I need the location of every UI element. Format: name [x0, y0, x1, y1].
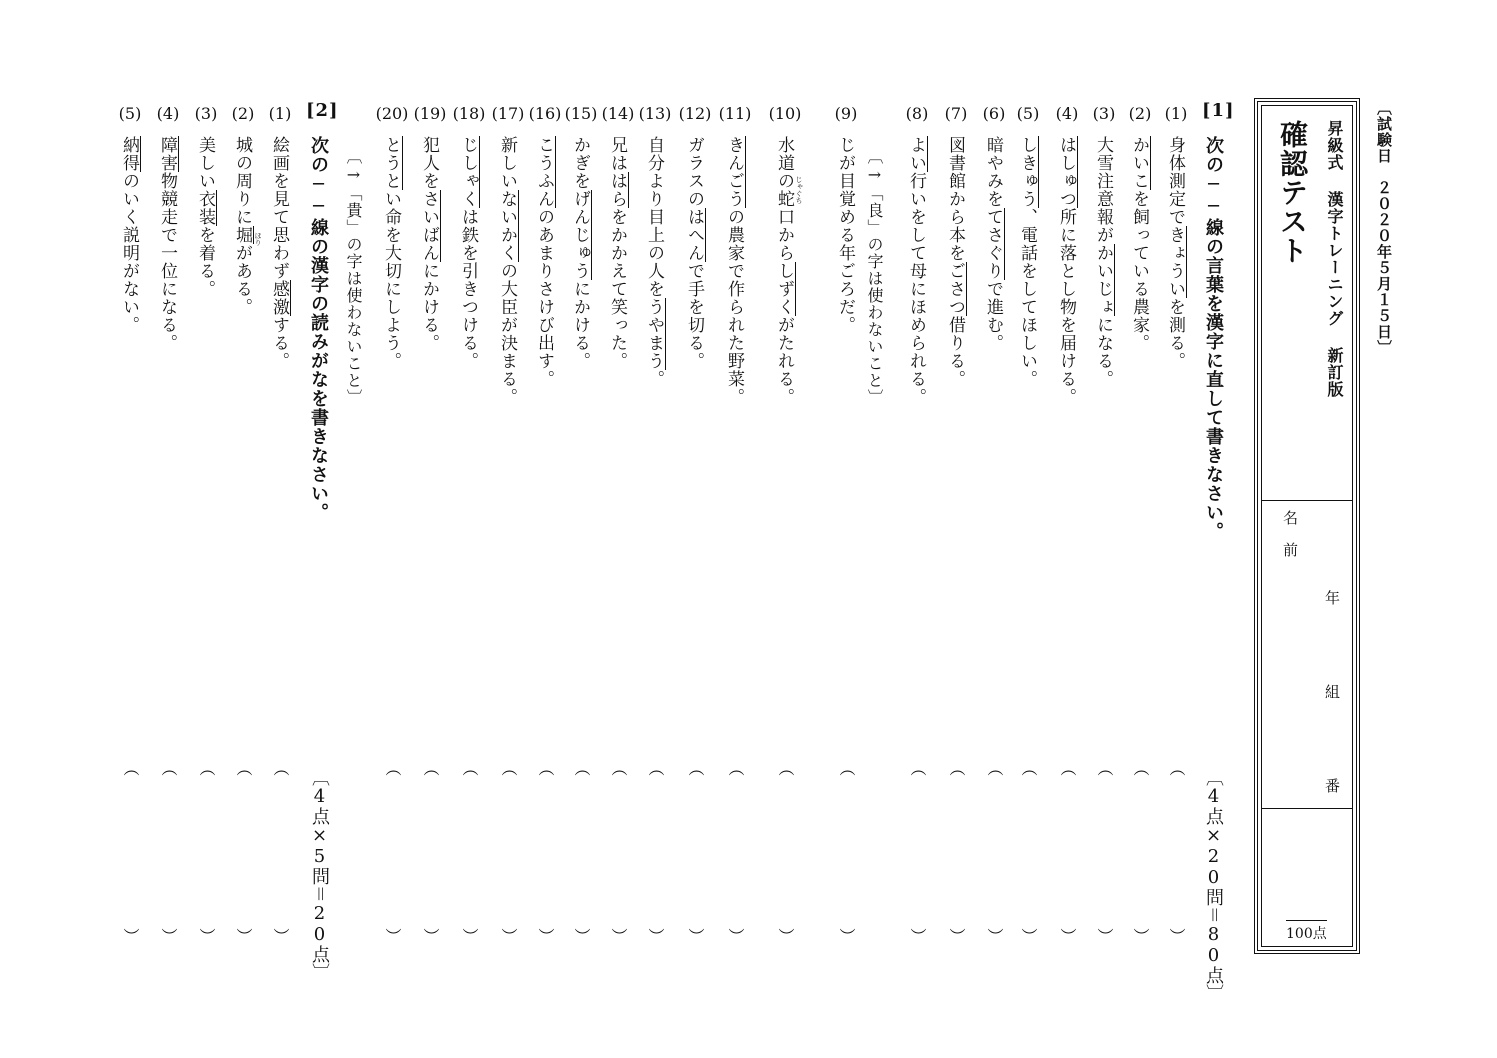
answer-box-close: ） — [536, 928, 555, 944]
s2-item-number: (1) — [268, 104, 292, 123]
s1-question-text — [459, 136, 476, 370]
answer-box-open[interactable]: （ — [234, 760, 253, 776]
s2-question-text — [158, 136, 175, 352]
question-post-text: がたれる。 — [774, 316, 794, 406]
s2-item-number: (3) — [194, 104, 218, 123]
s1-item-number: (4) — [1055, 104, 1079, 123]
s1-question-text — [382, 136, 399, 370]
s1-question-text — [1018, 136, 1035, 388]
underlined-target: きんごう — [724, 136, 744, 208]
answer-box-close: ） — [686, 928, 705, 944]
question-post-text: い命を大切にしよう。 — [381, 190, 401, 370]
question-pre-text: 城の周りに — [232, 136, 252, 226]
question-post-text: にかける。 — [570, 280, 590, 370]
s1-item-number: (8) — [905, 104, 929, 123]
underlined-target: 衣装 — [195, 190, 215, 226]
series-title: 昇級式 漢字トレーニング 新訂版 — [1325, 120, 1344, 398]
underlined-target: はへん — [684, 208, 704, 262]
s1-item-number: (3) — [1092, 104, 1116, 123]
s1-question-text — [1166, 136, 1183, 370]
answer-box-open[interactable]: （ — [1058, 760, 1077, 776]
answer-box-close: ） — [1095, 928, 1114, 944]
question-pre-text: 大雪注意報が — [1093, 136, 1113, 244]
question-pre-text: 新しい — [497, 136, 517, 190]
question-post-text: で手を切る。 — [684, 262, 704, 370]
answer-box-close: ） — [421, 928, 440, 944]
ruby-hori: ほり — [254, 232, 262, 246]
underlined-target: きょうい — [1165, 226, 1185, 298]
underlined-target: てさぐり — [983, 208, 1003, 280]
s2-item-number: (4) — [156, 104, 180, 123]
answer-box-open[interactable]: （ — [159, 760, 178, 776]
underlined-target: 感激 — [269, 280, 289, 316]
s1-item-number: (17) — [491, 104, 525, 123]
number-label: 番 — [1323, 778, 1341, 794]
underlined-target: かいじょ — [1093, 244, 1113, 316]
s1-question-text — [1057, 136, 1074, 406]
s1-item-number: (7) — [944, 104, 968, 123]
answer-box-open[interactable]: （ — [1131, 760, 1150, 776]
answer-box-close: ） — [776, 928, 795, 944]
question-post-text: をかかえて笑った。 — [607, 208, 627, 370]
question-pre-text: 兄は — [607, 136, 627, 172]
note-item20: 〔→「貴」の字は使わないこと〕 — [344, 148, 363, 406]
question-post-text: を測る。 — [1165, 298, 1185, 370]
answer-box-close: ） — [609, 928, 628, 944]
answer-box-close: ） — [1019, 928, 1038, 944]
question-pre-text: 自分より目上の人を — [644, 136, 664, 298]
year-label: 年 — [1323, 590, 1341, 606]
question-pre-text: 図書館から本を — [945, 136, 965, 262]
answer-box-close: ） — [159, 928, 178, 944]
question-post-text: 目覚める年ごろだ。 — [835, 172, 855, 334]
s1-question-text — [775, 136, 792, 406]
underlined-target: しずく — [774, 262, 794, 316]
question-pre-text: 身体測定で — [1165, 136, 1185, 226]
ruby-jaguchi: じゃぐち — [795, 176, 803, 204]
underlined-target: はら — [607, 172, 627, 208]
section2-badge: [2] — [306, 100, 339, 121]
answer-box-open[interactable]: （ — [908, 760, 927, 776]
question-post-text: のいく説明がない。 — [119, 172, 139, 334]
underlined-target: うやまう — [644, 298, 664, 370]
answer-box-close: ） — [908, 928, 927, 944]
note-item8: 〔→「良」の字は使わないこと〕 — [865, 148, 884, 406]
section1-points: 〔4点×20問＝80点〕 — [1203, 768, 1224, 1002]
s1-question-text — [1094, 136, 1111, 388]
answer-box-close: ） — [383, 928, 402, 944]
section2-instruction: 次の──線の漢字の読みがなを書きなさい。 — [308, 136, 329, 522]
underlined-target: ないかく — [497, 190, 517, 262]
question-post-text: を着る。 — [195, 226, 215, 298]
s1-item-number: (2) — [1128, 104, 1152, 123]
question-pre-text: 暗やみを — [983, 136, 1003, 208]
s2-item-number: (5) — [118, 104, 142, 123]
s1-item-number: (14) — [601, 104, 635, 123]
question-post-text: にかける。 — [419, 262, 439, 352]
s1-question-text — [984, 136, 1001, 352]
header-box — [1254, 98, 1360, 954]
answer-box-close: ） — [1058, 928, 1077, 944]
question-pre-text: 水道の蛇口から — [774, 136, 794, 262]
s1-item-number: (20) — [375, 104, 409, 123]
answer-box-open[interactable]: （ — [271, 760, 290, 776]
answer-box-close: ） — [572, 928, 591, 944]
s1-item-number: (11) — [718, 104, 752, 123]
total-score: 100点 — [1286, 920, 1327, 943]
question-post-text: がある。 — [232, 244, 252, 316]
question-pre-text: ガラスの — [684, 136, 704, 208]
s1-question-text — [907, 136, 924, 406]
s1-question-text — [571, 136, 588, 370]
underlined-target: げんじゅう — [570, 190, 590, 280]
answer-box-close: ） — [234, 928, 253, 944]
answer-box-open[interactable]: （ — [460, 760, 479, 776]
answer-box-open[interactable]: （ — [421, 760, 440, 776]
section1-instruction: 次の──線の言葉を漢字に直して書きなさい。 — [1203, 136, 1224, 541]
answer-box-close: ） — [726, 928, 745, 944]
s1-item-number: (15) — [564, 104, 598, 123]
s1-question-text — [608, 136, 625, 370]
class-label: 組 — [1323, 684, 1341, 700]
answer-box-open[interactable]: （ — [776, 760, 795, 776]
answer-box-open[interactable]: （ — [1095, 760, 1114, 776]
s1-question-text — [946, 136, 963, 388]
question-post-text: は鉄を引きつける。 — [458, 208, 478, 370]
question-post-text: になる。 — [1093, 316, 1113, 388]
s1-question-text — [836, 136, 853, 334]
answer-box-open[interactable]: （ — [1167, 760, 1186, 776]
s1-question-text — [420, 136, 437, 352]
s1-question-text — [1130, 136, 1147, 352]
section1-badge: [1] — [1202, 100, 1235, 121]
question-pre-text: じが — [835, 136, 855, 172]
answer-box-close: ） — [1167, 928, 1186, 944]
underlined-target: かいこ — [1129, 136, 1149, 190]
s1-question-text — [498, 136, 515, 406]
answer-box-close: ） — [947, 928, 966, 944]
s1-question-text — [535, 136, 552, 388]
s2-question-text — [270, 136, 287, 370]
answer-box-open[interactable]: （ — [499, 760, 518, 776]
s1-item-number: (18) — [452, 104, 486, 123]
question-post-text: の大臣が決まる。 — [497, 262, 517, 406]
s1-item-number: (13) — [638, 104, 672, 123]
underlined-target: こうふん — [534, 136, 554, 208]
answer-box-close: ） — [121, 928, 140, 944]
s1-item-number: (10) — [768, 104, 802, 123]
answer-box-open[interactable]: （ — [947, 760, 966, 776]
question-post-text: 行いをして母にほめられる。 — [906, 172, 926, 406]
underlined-target: とうと — [381, 136, 401, 190]
s1-item-number: (12) — [678, 104, 712, 123]
underlined-target: 納得 — [119, 136, 139, 172]
question-post-text: 、電話をしてほしい。 — [1017, 208, 1037, 388]
answer-box-close: ） — [837, 928, 856, 944]
underlined-target: よい — [906, 136, 926, 172]
s1-item-number: (19) — [413, 104, 447, 123]
question-post-text: する。 — [269, 316, 289, 370]
exam-date: 〔試験日 ２０２０年５月１５日〕 — [1375, 100, 1393, 356]
underlined-target: しきゅう — [1017, 136, 1037, 208]
answer-box-open[interactable]: （ — [609, 760, 628, 776]
question-pre-text: 犯人を — [419, 136, 439, 190]
s2-item-number: (2) — [231, 104, 255, 123]
answer-box-close: ） — [197, 928, 216, 944]
answer-box-open[interactable]: （ — [726, 760, 745, 776]
underlined-target: じしゃく — [458, 136, 478, 208]
s1-item-number: (16) — [528, 104, 562, 123]
s1-question-text — [725, 136, 742, 406]
answer-box-open[interactable]: （ — [837, 760, 856, 776]
underlined-target: さいばん — [419, 190, 439, 262]
answer-box-close: ） — [646, 928, 665, 944]
s1-question-text — [685, 136, 702, 370]
question-post-text: で進む。 — [983, 280, 1003, 352]
answer-box-open[interactable]: （ — [646, 760, 665, 776]
question-post-text: 。 — [644, 370, 664, 388]
question-post-text: 借りる。 — [945, 316, 965, 388]
question-pre-text: かぎを — [570, 136, 590, 190]
s1-item-number: (9) — [834, 104, 858, 123]
question-pre-text: 美しい — [195, 136, 215, 190]
answer-box-open[interactable]: （ — [686, 760, 705, 776]
answer-box-close: ） — [271, 928, 290, 944]
answer-box-close: ） — [499, 928, 518, 944]
s2-question-text — [196, 136, 213, 298]
underlined-target: ごさつ — [945, 262, 965, 316]
underlined-target: 堀 — [232, 226, 252, 244]
section2-points: 〔4点×5問＝20点〕 — [309, 768, 330, 981]
underlined-target: 障害 — [157, 136, 177, 172]
question-post-text: 所に落とし物を届ける。 — [1056, 208, 1076, 406]
test-title: 確認テスト — [1276, 120, 1309, 265]
s1-item-number: (5) — [1016, 104, 1040, 123]
underlined-target: はしゅつ — [1056, 136, 1076, 208]
question-post-text: を飼っている農家。 — [1129, 190, 1149, 352]
question-post-text: の農家で作られた野菜。 — [724, 208, 744, 406]
answer-box-close: ） — [985, 928, 1004, 944]
answer-box-open[interactable]: （ — [985, 760, 1004, 776]
s2-question-text — [233, 136, 250, 316]
s1-item-number: (6) — [982, 104, 1006, 123]
answer-box-close: ） — [460, 928, 479, 944]
answer-box-open[interactable]: （ — [536, 760, 555, 776]
answer-box-open[interactable]: （ — [121, 760, 140, 776]
answer-box-open[interactable]: （ — [572, 760, 591, 776]
s1-question-text — [645, 136, 662, 388]
answer-box-close: ） — [1131, 928, 1150, 944]
answer-box-open[interactable]: （ — [1019, 760, 1038, 776]
answer-box-open[interactable]: （ — [383, 760, 402, 776]
question-post-text: のあまりさけび出す。 — [534, 208, 554, 388]
answer-box-open[interactable]: （ — [197, 760, 216, 776]
question-pre-text: 絵画を見て思わず — [269, 136, 289, 280]
s1-item-number: (1) — [1164, 104, 1188, 123]
name-label: 名 前 — [1281, 510, 1299, 558]
s2-question-text — [120, 136, 137, 334]
question-post-text: 物競走で一位になる。 — [157, 172, 177, 352]
